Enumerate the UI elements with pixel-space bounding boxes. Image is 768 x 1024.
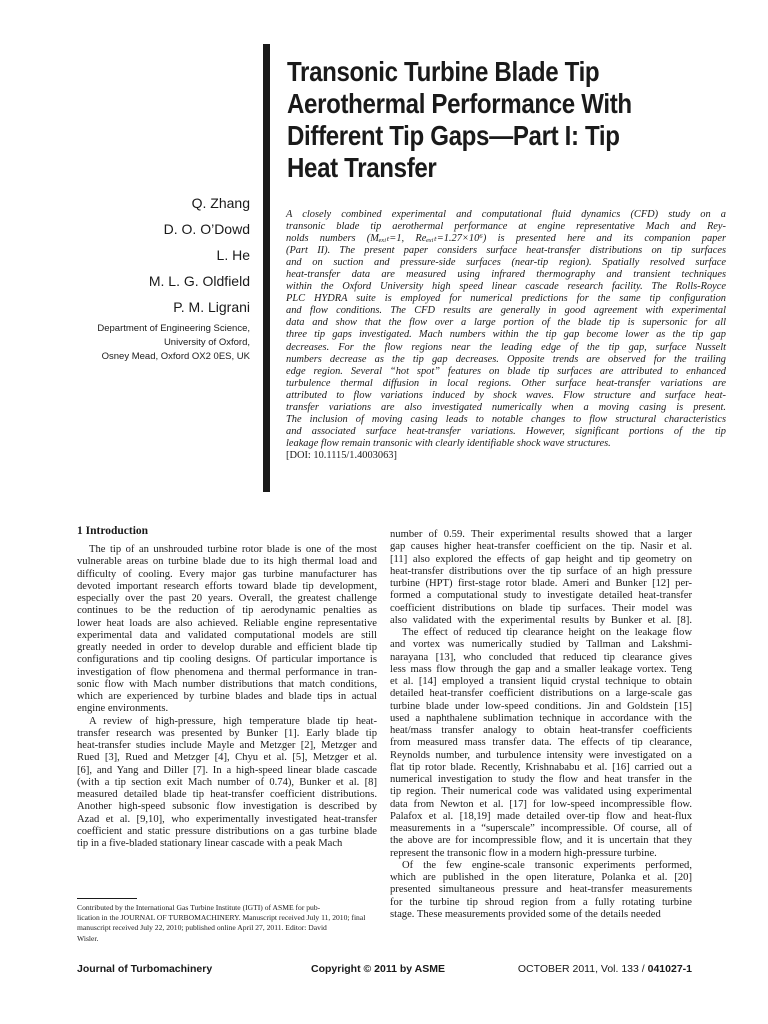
text-line: which are experienced by turbine blades and blade tips in actual xyxy=(77,691,377,702)
text-line: less mass flow through the gap and a smaller leakage vortex. Teng xyxy=(390,663,692,675)
abstract-line: data and show that the flow over a large portion of the blade tip is supersonic for all xyxy=(286,317,726,329)
author: M. L. G. Oldfield xyxy=(148,273,250,289)
text-line: used a naphthalene sublimation technique in accordance with the xyxy=(390,712,692,724)
abstract-line: and associated surface heat-transfer variations. However, significant portions of the tip xyxy=(286,425,726,437)
text-line: greatly needed in order to develop durable and efficient blade tip xyxy=(77,642,377,653)
footnote-rule xyxy=(77,898,137,899)
text-line: experimental data and validated computational models are still xyxy=(77,629,377,641)
footnote-line: Wisler. xyxy=(77,933,99,943)
author: P. M. Ligrani xyxy=(173,299,250,315)
abstract-line: (Part II). The present paper considers surface heat-transfer distributions on tip surfaces xyxy=(286,245,726,257)
text-line: from measured mass transfer data. The effects of tip clearance, xyxy=(390,737,692,749)
abstract-line: transfer variations are also investigated numerically when a moving casing is present. xyxy=(286,401,726,413)
affiliation xyxy=(97,322,250,364)
footnote xyxy=(77,903,377,944)
text-line: formed a computational study to investigate detailed heat-transfer xyxy=(390,590,692,602)
text-line: also validated with the experimental results by Bunker et al. [8]. xyxy=(390,614,692,626)
issue-info: OCTOBER 2011, Vol. 133 / xyxy=(517,963,645,975)
footnote-line: manuscript received July 22, 2010; published online April 27, 2011. Editor: David xyxy=(77,923,327,933)
title-line: Heat Transfer xyxy=(287,152,437,183)
abstract-line: decreases. For the flow regions near the leading edge of the tip gap, surface Nusselt xyxy=(286,341,726,353)
title-line: Aerothermal Performance With xyxy=(287,88,632,119)
text-line: [6], and Yang and Diller [7]. In a high-speed linear blade cascade xyxy=(77,764,377,776)
text-line: continues to be the reduction of tip aerodynamic penalties as xyxy=(77,605,377,617)
right-column xyxy=(390,529,692,921)
text-line: Of the few engine-scale transonic experiments performed, xyxy=(402,859,692,871)
abstract-line: numbers decrease as the tip gap decreases. Opposite trends are observed for the trailing xyxy=(286,353,726,365)
text-line: the above are for incompressible flow, and it is uncertain that they xyxy=(390,835,692,847)
text-line: devoted important research efforts toward blade tip development, xyxy=(77,580,377,592)
text-line: lower heat loads are also achieved. Reliable engine representative xyxy=(77,617,377,629)
abstract-line: heat-transfer data are measured using infrared thermography and transient techniques xyxy=(286,269,726,281)
affiliation-line: Department of Engineering Science, xyxy=(97,323,250,334)
text-line: flat tip rotor blade. Recently, Krishnababu et al. [16] carried out a xyxy=(390,761,692,773)
doi[interactable]: [DOI: 10.1115/1.4003063] xyxy=(286,449,397,461)
text-line: A review of high-pressure, high temperature blade tip heat- xyxy=(89,715,377,727)
text-line: turbine (HPT) first-stage rotor blade. Ameri and Bunker [12] per- xyxy=(390,578,692,589)
text-line: turbine blade under low-speed conditions. Jin and Goldstein [15] xyxy=(390,700,692,712)
abstract-line: and on suction and pressure-side surfaces (near-tip region). Spatially resolved surface xyxy=(286,257,726,269)
text-line: transfer research was presented by Bunker [1]. Early blade tip xyxy=(77,727,377,739)
text-line: heat-transfer distributions over the tip surface of an high pressure xyxy=(390,565,692,577)
text-line: which are published in the open literature, Polanka et al. [20] xyxy=(390,872,692,883)
text-line: Palafox et al. [18,19] made detailed over-tip flow and heat-flux xyxy=(390,810,692,822)
page-number: 041027-1 xyxy=(647,963,692,975)
text-line: The effect of reduced tip clearance height on the leakage flow xyxy=(402,627,692,638)
text-line: (with a tip section exit Mach number of 0.74), Bunker et al. [8] xyxy=(77,776,377,788)
text-line: Rued [3], Rued and Metzger [4], Chyu et al. [5], Metzger et al. xyxy=(77,752,377,764)
page-info xyxy=(518,963,692,975)
left-column xyxy=(77,544,377,850)
text-line: stage. These measurements provided some of the details needed xyxy=(390,908,661,920)
text-line: presented simultaneous pressure and heat-transfer measurements xyxy=(390,884,692,896)
affiliation-line: University of Oxford, xyxy=(163,337,250,348)
text-line: narayana [13], who concluded that reduced tip clearance gives xyxy=(390,651,692,663)
abstract-line: edge region. Several “hot spot” features on blade tip surfaces are attributed to enhanced xyxy=(286,365,726,377)
text-line: et al. [14] employed a transient liquid crystal technique to obtain xyxy=(390,676,692,687)
abstract xyxy=(286,209,726,462)
abstract-line: turbulence thermal diffusion in local regions. Other surface heat-transfer variations are xyxy=(286,377,726,389)
abstract-line: A closely combined experimental and computational fluid dynamics (CFD) study on a xyxy=(286,209,726,220)
text-line: Another high-speed subsonic flow investigation is described by xyxy=(77,801,377,813)
author-list xyxy=(149,190,250,320)
title-line: Different Tip Gaps—Part I: Tip xyxy=(287,120,620,151)
abstract-line: transonic blade tip aerothermal performance at engine representative Mach and Rey- xyxy=(286,221,726,233)
text-line: vulnerable areas on turbine blade due to its high thermal load and xyxy=(77,556,377,568)
text-line: Azad et al. [9,10], who experimentally investigated heat-transfer xyxy=(77,813,377,825)
text-line: for the turbine tip shroud region from a fully rotating turbine xyxy=(390,896,692,908)
abstract-line: three tip gaps investigated. Mach numbers within the tip gap become lower as the tip gap xyxy=(286,329,726,341)
author: L. He xyxy=(216,247,250,263)
text-line: and vortex was numerically studied by Tallman and Lakshmi- xyxy=(390,639,692,651)
abstract-line: leakage flow remain transonic with clearly identifiable shock wave structures. xyxy=(286,437,611,449)
text-line: The tip of an unshrouded turbine rotor blade is one of the most xyxy=(89,544,377,555)
text-line: number of 0.59. Their experimental results showed that a larger xyxy=(390,529,692,540)
text-line: measurements in a “superscale” incompressible. Of course, all of xyxy=(390,823,692,834)
text-line: heat-transfer studies include Mayle and Metzger [2], Metzger and xyxy=(77,740,377,751)
text-line: sonic flow with Mach number distributions that match conditions, xyxy=(77,678,377,690)
journal-name: Journal of Turbomachinery xyxy=(77,963,213,975)
footnote-line: Contributed by the International Gas Turbine Institute (IGTI) of ASME for pub- xyxy=(77,903,321,912)
title-line: Transonic Turbine Blade Tip xyxy=(287,56,600,87)
abstract-line: PLC HYDRA suite is employed for numerical predictions for the same tip configuration xyxy=(286,293,726,305)
text-line: especially over the past 20 years. Overall, the greatest challenge xyxy=(77,593,377,604)
text-line: Reynolds number, and turbulence intensity were investigated on a xyxy=(390,749,692,761)
copyright: Copyright © 2011 by ASME xyxy=(311,963,445,975)
paper-title xyxy=(287,56,665,184)
text-line: measured detailed blade tip heat-transfer coefficient distributions. xyxy=(77,789,377,800)
author: Q. Zhang xyxy=(191,195,250,211)
text-line: gap causes higher heat-transfer coefficient on the tip. Nasir et al. xyxy=(390,541,692,553)
text-line: [11] also explored the effects of gap height and tip geometry on xyxy=(390,553,692,565)
author: D. O. O’Dowd xyxy=(163,221,250,237)
text-line: investigation of flow phenomena and thermal performance in tran- xyxy=(77,666,377,678)
text-line: numerical investigation to study the flow and heat transfer in the xyxy=(390,774,692,785)
text-line: data from Newton et al. [17] for low-speed incompressible flow. xyxy=(390,798,692,810)
text-line: detailed heat-transfer coefficient distributions on a large-scale gas xyxy=(390,688,692,700)
abstract-line: within the Oxford University high speed linear cascade research facility. The Rolls-Royce xyxy=(286,281,726,293)
title-rule xyxy=(263,44,270,492)
section-heading: 1 Introduction xyxy=(77,525,149,537)
text-line: difficulty of cooling. Every major gas turbine manufacturer has xyxy=(77,568,377,580)
text-line: heat/mass transfer analogy to obtain heat-transfer coefficients xyxy=(390,725,692,736)
text-line: configurations and tip cooling designs. Of particular importance is xyxy=(77,654,377,666)
abstract-line: and flow conditions. The CFD results are generally in good agreement with experimental xyxy=(286,305,726,317)
affiliation-line: Osney Mead, Oxford OX2 0ES, UK xyxy=(101,351,250,362)
text-line: coefficient distributions on blade tip surfaces. Their model was xyxy=(390,602,692,614)
footnote-line: lication in the JOURNAL OF TURBOMACHINERY. Manuscript received July 11, 2010; final xyxy=(77,913,366,923)
text-line: tip region. Their numerical code was validated using experimental xyxy=(390,786,692,798)
text-line: tip in a five-bladed stationary linear cascade with a peak Mach xyxy=(77,838,343,849)
abstract-line: attributed to flow variations induced by shock waves. Flow structure and surface heat- xyxy=(286,389,726,401)
text-line: engine environments. xyxy=(77,703,169,715)
text-line: coefficient and static pressure distributions on a gas turbine blade xyxy=(77,825,377,837)
abstract-line: nolds numbers (Mₑₓᵢₜ=1, Reₑₓᵢₜ=1.27×10⁶) is presented here and its companion paper xyxy=(286,233,726,245)
text-line: represent the transonic flow in a modern high-pressure turbine. xyxy=(390,847,657,859)
abstract-line: The inclusion of moving casing leads to notable changes to flow structural characteristics xyxy=(286,413,726,425)
